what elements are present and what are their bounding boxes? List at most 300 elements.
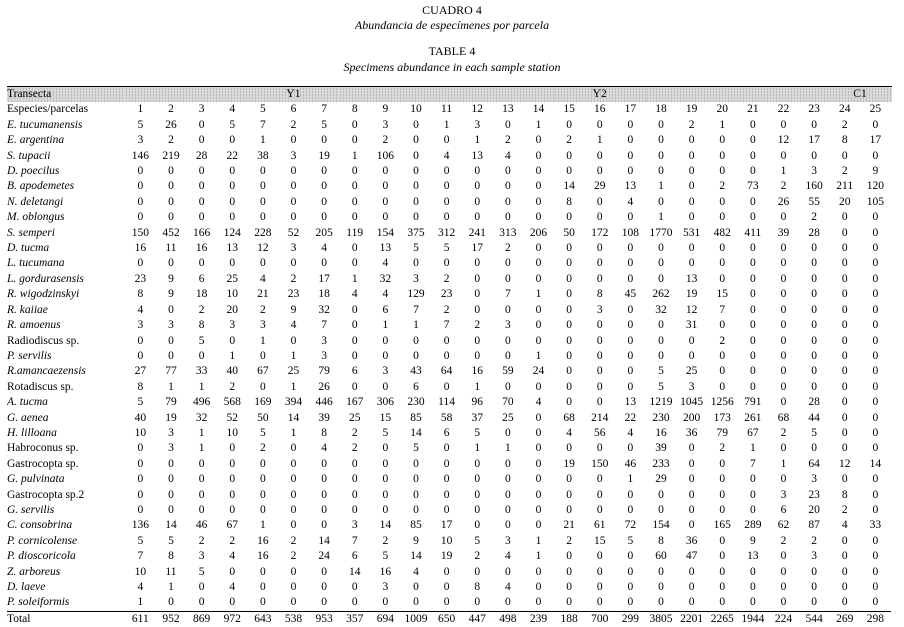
abundance-value: 4 [248, 272, 279, 287]
total-value: 611 [125, 611, 156, 627]
abundance-value: 230 [646, 411, 677, 426]
abundance-value: 0 [217, 334, 248, 349]
species-row [7, 272, 891, 287]
total-value: 700 [584, 611, 615, 627]
abundance-value: 5 [799, 426, 830, 441]
abundance-value: 0 [615, 441, 646, 456]
abundance-value: 55 [799, 195, 830, 210]
abundance-value: 0 [829, 334, 860, 349]
abundance-value: 0 [370, 503, 401, 518]
abundance-value: 2 [186, 534, 217, 549]
abundance-value: 0 [431, 380, 462, 395]
total-value: 1944 [738, 611, 769, 627]
abundance-value: 0 [125, 488, 156, 503]
abundance-value: 2 [493, 241, 524, 256]
abundance-value: 59 [493, 364, 524, 379]
abundance-value: 0 [523, 441, 554, 456]
abundance-value: 0 [156, 334, 187, 349]
abundance-value: 1 [707, 118, 738, 133]
parcela-number: 15 [554, 102, 585, 117]
abundance-value: 0 [707, 195, 738, 210]
abundance-value: 0 [676, 241, 707, 256]
abundance-value: 10 [431, 534, 462, 549]
transect-row [7, 87, 891, 103]
abundance-value: 2 [829, 503, 860, 518]
abundance-value: 0 [554, 549, 585, 564]
abundance-value: 0 [738, 380, 769, 395]
abundance-value: 14 [278, 411, 309, 426]
abundance-value: 9 [278, 303, 309, 318]
abundance-value: 4 [829, 518, 860, 533]
abundance-value: 6 [370, 303, 401, 318]
total-value: 498 [493, 611, 524, 627]
abundance-value: 0 [493, 457, 524, 472]
abundance-value: 0 [309, 472, 340, 487]
abundance-value: 5 [370, 426, 401, 441]
abundance-value: 0 [860, 472, 891, 487]
abundance-value: 0 [860, 256, 891, 271]
abundance-value: 1 [431, 118, 462, 133]
abundance-value: 0 [217, 503, 248, 518]
abundance-value: 0 [554, 210, 585, 225]
abundance-value: 7 [339, 534, 370, 549]
abundance-value: 0 [125, 457, 156, 472]
abundance-value: 0 [523, 426, 554, 441]
abundance-value: 108 [615, 226, 646, 241]
abundance-value: 4 [339, 287, 370, 302]
abundance-value: 0 [156, 503, 187, 518]
abundance-value: 19 [431, 549, 462, 564]
abundance-value: 3 [278, 149, 309, 164]
abundance-value: 1 [278, 380, 309, 395]
abundance-value: 2 [768, 534, 799, 549]
abundance-value: 0 [217, 210, 248, 225]
abundance-value: 0 [554, 149, 585, 164]
abundance-value: 0 [523, 272, 554, 287]
abundance-value: 0 [523, 457, 554, 472]
abundance-value: 9 [401, 534, 432, 549]
parcela-header-row [7, 102, 891, 117]
abundance-value: 0 [584, 164, 615, 179]
abundance-value: 0 [768, 595, 799, 611]
abundance-value: 0 [431, 472, 462, 487]
abundance-value: 20 [829, 195, 860, 210]
table-subtitle: Specimens abundance in each sample station [0, 60, 904, 74]
abundance-value: 165 [707, 518, 738, 533]
abundance-value: 17 [431, 518, 462, 533]
transect-group-y2: Y2 [554, 87, 646, 103]
abundance-value: 0 [646, 595, 677, 611]
abundance-value: 4 [554, 426, 585, 441]
abundance-value: 0 [646, 488, 677, 503]
abundance-value: 0 [615, 164, 646, 179]
abundance-value: 0 [768, 349, 799, 364]
species-row [7, 133, 891, 148]
abundance-value: 46 [186, 518, 217, 533]
abundance-value: 0 [768, 303, 799, 318]
abundance-value: 0 [584, 364, 615, 379]
abundance-value: 0 [248, 580, 279, 595]
abundance-value: 0 [738, 503, 769, 518]
abundance-value: 169 [248, 395, 279, 410]
abundance-value: 2 [829, 164, 860, 179]
parcela-number: 18 [646, 102, 677, 117]
abundance-value: 0 [309, 595, 340, 611]
abundance-value: 0 [493, 380, 524, 395]
abundance-value: 0 [493, 503, 524, 518]
species-name: L. tucumana [7, 256, 125, 271]
abundance-value: 2 [339, 426, 370, 441]
abundance-value: 13 [370, 241, 401, 256]
abundance-value: 0 [768, 580, 799, 595]
abundance-value: 0 [584, 149, 615, 164]
abundance-value: 14 [156, 518, 187, 533]
abundance-value: 1 [523, 118, 554, 133]
abundance-value: 0 [278, 457, 309, 472]
abundance-value: 8 [554, 195, 585, 210]
abundance-value: 2 [493, 133, 524, 148]
abundance-value: 28 [799, 226, 830, 241]
abundance-value: 14 [309, 534, 340, 549]
parcela-number: 4 [217, 102, 248, 117]
species-name: G. pulvinata [7, 472, 125, 487]
abundance-value: 0 [829, 349, 860, 364]
abundance-value: 0 [493, 164, 524, 179]
abundance-value: 0 [156, 349, 187, 364]
abundance-value: 0 [401, 349, 432, 364]
abundance-value: 0 [370, 334, 401, 349]
abundance-value: 26 [768, 195, 799, 210]
abundance-value: 0 [493, 334, 524, 349]
abundance-value: 8 [646, 534, 677, 549]
abundance-value: 0 [676, 503, 707, 518]
parcela-number: 11 [431, 102, 462, 117]
abundance-value: 0 [676, 210, 707, 225]
abundance-value: 0 [431, 195, 462, 210]
abundance-value: 1 [615, 472, 646, 487]
species-row [7, 210, 891, 225]
abundance-value: 2 [370, 534, 401, 549]
abundance-value: 11 [156, 565, 187, 580]
abundance-value: 0 [676, 195, 707, 210]
abundance-value: 0 [462, 256, 493, 271]
abundance-value: 1 [156, 380, 187, 395]
parcela-number: 10 [401, 102, 432, 117]
abundance-value: 0 [156, 457, 187, 472]
abundance-value: 27 [125, 364, 156, 379]
abundance-value: 0 [860, 488, 891, 503]
species-name: G. servilis [7, 503, 125, 518]
abundance-value: 0 [860, 226, 891, 241]
abundance-value: 0 [278, 565, 309, 580]
abundance-value: 2 [248, 303, 279, 318]
abundance-value: 46 [615, 457, 646, 472]
abundance-value: 0 [615, 318, 646, 333]
abundance-value: 0 [829, 580, 860, 595]
abundance-value: 0 [186, 472, 217, 487]
abundance-value: 0 [829, 549, 860, 564]
abundance-value: 3 [339, 518, 370, 533]
abundance-value: 0 [217, 488, 248, 503]
abundance-value: 0 [829, 287, 860, 302]
abundance-value: 0 [462, 349, 493, 364]
abundance-value: 3 [217, 318, 248, 333]
abundance-value: 0 [493, 256, 524, 271]
abundance-value: 2 [768, 179, 799, 194]
abundance-value: 0 [829, 149, 860, 164]
abundance-value: 0 [523, 195, 554, 210]
species-name: R. amoenus [7, 318, 125, 333]
total-value: 299 [615, 611, 646, 627]
abundance-value: 13 [676, 272, 707, 287]
abundance-value: 0 [615, 364, 646, 379]
abundance-value: 0 [554, 287, 585, 302]
abundance-value: 0 [799, 595, 830, 611]
abundance-value: 375 [401, 226, 432, 241]
species-row [7, 318, 891, 333]
abundance-value: 12 [829, 457, 860, 472]
abundance-value: 0 [584, 488, 615, 503]
abundance-value: 3 [278, 241, 309, 256]
abundance-value: 0 [829, 565, 860, 580]
abundance-value: 0 [768, 441, 799, 456]
abundance-value: 0 [370, 472, 401, 487]
abundance-value: 2 [431, 272, 462, 287]
abundance-value: 0 [707, 549, 738, 564]
abundance-value: 0 [523, 565, 554, 580]
abundance-value: 0 [248, 256, 279, 271]
abundance-value: 0 [646, 272, 677, 287]
abundance-value: 0 [584, 349, 615, 364]
abundance-value: 0 [584, 595, 615, 611]
abundance-value: 0 [615, 503, 646, 518]
parcela-number: 24 [829, 102, 860, 117]
abundance-value: 0 [431, 256, 462, 271]
abundance-value: 0 [799, 565, 830, 580]
abundance-value: 0 [493, 349, 524, 364]
abundance-value: 0 [186, 164, 217, 179]
abundance-value: 0 [431, 488, 462, 503]
abundance-value: 0 [860, 503, 891, 518]
species-name: E. tucumanensis [7, 118, 125, 133]
abundance-value: 0 [339, 303, 370, 318]
abundance-value: 0 [738, 210, 769, 225]
abundance-value: 0 [829, 441, 860, 456]
total-value: 953 [309, 611, 340, 627]
abundance-value: 4 [493, 549, 524, 564]
abundance-value: 791 [738, 395, 769, 410]
abundance-value: 24 [523, 364, 554, 379]
total-value: 2265 [707, 611, 738, 627]
abundance-value: 0 [462, 210, 493, 225]
abundance-value: 0 [523, 472, 554, 487]
abundance-value: 0 [768, 256, 799, 271]
abundance-value: 4 [615, 195, 646, 210]
abundance-value: 0 [431, 349, 462, 364]
abundance-value: 0 [799, 349, 830, 364]
abundance-value: 0 [646, 241, 677, 256]
abundance-value: 52 [278, 226, 309, 241]
abundance-value: 0 [339, 488, 370, 503]
abundance-value: 0 [309, 164, 340, 179]
abundance-value: 0 [707, 380, 738, 395]
abundance-value: 33 [186, 364, 217, 379]
abundance-value: 206 [523, 226, 554, 241]
abundance-value: 0 [615, 580, 646, 595]
abundance-value: 50 [554, 226, 585, 241]
abundance-value: 0 [186, 580, 217, 595]
abundance-value: 0 [829, 426, 860, 441]
abundance-value: 0 [401, 472, 432, 487]
abundance-value: 0 [523, 518, 554, 533]
abundance-value: 4 [125, 303, 156, 318]
abundance-value: 0 [738, 488, 769, 503]
species-name: Gastrocopta sp. [7, 457, 125, 472]
abundance-value: 0 [829, 595, 860, 611]
abundance-value: 8 [186, 318, 217, 333]
abundance-value: 0 [554, 472, 585, 487]
abundance-value: 1 [248, 133, 279, 148]
abundance-value: 32 [186, 411, 217, 426]
abundance-value: 0 [523, 318, 554, 333]
abundance-value: 0 [554, 272, 585, 287]
abundance-value: 0 [646, 318, 677, 333]
abundance-value: 0 [462, 303, 493, 318]
abundance-value: 25 [278, 364, 309, 379]
abundance-value: 0 [186, 195, 217, 210]
abundance-value: 0 [676, 179, 707, 194]
abundance-value: 8 [125, 287, 156, 302]
abundance-value: 33 [860, 518, 891, 533]
abundance-value: 0 [309, 580, 340, 595]
abundance-value: 5 [186, 334, 217, 349]
abundance-value: 0 [125, 256, 156, 271]
abundance-value: 0 [125, 164, 156, 179]
abundance-value: 0 [584, 395, 615, 410]
abundance-value: 0 [615, 349, 646, 364]
abundance-value: 23 [431, 287, 462, 302]
abundance-value: 0 [554, 318, 585, 333]
abundance-value: 0 [860, 272, 891, 287]
abundance-value: 0 [370, 164, 401, 179]
abundance-value: 0 [860, 334, 891, 349]
species-name: S. tupacii [7, 149, 125, 164]
abundance-value: 4 [431, 149, 462, 164]
abundance-value: 2 [370, 133, 401, 148]
abundance-value: 0 [860, 118, 891, 133]
abundance-value: 0 [646, 133, 677, 148]
species-row [7, 179, 891, 194]
abundance-value: 0 [125, 210, 156, 225]
abundance-value: 36 [676, 426, 707, 441]
abundance-value: 0 [768, 364, 799, 379]
abundance-value: 233 [646, 457, 677, 472]
abundance-value: 0 [646, 195, 677, 210]
abundance-value: 0 [462, 195, 493, 210]
abundance-value: 32 [309, 303, 340, 318]
species-name: P. soleiformis [7, 595, 125, 611]
abundance-value: 0 [278, 210, 309, 225]
species-row [7, 580, 891, 595]
abundance-value: 70 [493, 395, 524, 410]
abundance-value: 4 [493, 580, 524, 595]
abundance-value: 6 [768, 503, 799, 518]
abundance-value: 0 [707, 488, 738, 503]
abundance-value: 7 [738, 457, 769, 472]
abundance-value: 0 [738, 164, 769, 179]
species-name: G. aenea [7, 411, 125, 426]
species-name: N. deletangi [7, 195, 125, 210]
abundance-value: 3 [186, 549, 217, 564]
abundance-value: 2 [676, 118, 707, 133]
abundance-value: 0 [799, 256, 830, 271]
abundance-value: 0 [125, 441, 156, 456]
abundance-value: 4 [401, 565, 432, 580]
abundance-value: 167 [339, 395, 370, 410]
total-value: 643 [248, 611, 279, 627]
abundance-value: 3 [799, 549, 830, 564]
abundance-value: 36 [676, 534, 707, 549]
cuadro-caption: CUADRO 4 [0, 3, 904, 17]
abundance-value: 13 [615, 179, 646, 194]
abundance-value: 0 [370, 595, 401, 611]
abundance-value: 7 [401, 303, 432, 318]
abundance-value: 0 [278, 334, 309, 349]
species-row [7, 256, 891, 271]
species-row [7, 565, 891, 580]
species-row [7, 164, 891, 179]
abundance-value: 0 [584, 195, 615, 210]
abundance-value: 219 [156, 149, 187, 164]
abundance-value: 0 [431, 565, 462, 580]
abundance-value: 0 [860, 595, 891, 611]
abundance-value: 0 [309, 457, 340, 472]
abundance-value: 0 [829, 364, 860, 379]
abundance-value: 0 [584, 272, 615, 287]
abundance-value: 0 [462, 565, 493, 580]
abundance-value: 0 [829, 241, 860, 256]
abundance-value: 106 [370, 149, 401, 164]
abundance-value: 0 [646, 580, 677, 595]
species-row [7, 549, 891, 564]
abundance-value: 38 [248, 149, 279, 164]
abundance-value: 0 [248, 164, 279, 179]
abundance-value: 0 [523, 488, 554, 503]
species-name: P. cornicolense [7, 534, 125, 549]
abundance-value: 0 [615, 334, 646, 349]
abundance-value: 0 [860, 210, 891, 225]
abundance-value: 0 [799, 364, 830, 379]
abundance-value: 0 [278, 164, 309, 179]
abundance-value: 0 [584, 380, 615, 395]
abundance-value: 0 [370, 457, 401, 472]
abundance-value: 200 [676, 411, 707, 426]
parcela-number: 14 [523, 102, 554, 117]
species-name: R. kaiiae [7, 303, 125, 318]
abundance-value: 39 [309, 411, 340, 426]
abundance-value: 0 [523, 133, 554, 148]
abundance-value: 0 [462, 595, 493, 611]
abundance-value: 32 [370, 272, 401, 287]
abundance-value: 0 [615, 565, 646, 580]
abundance-value: 7 [431, 318, 462, 333]
abundance-value: 0 [768, 565, 799, 580]
abundance-value: 4 [493, 149, 524, 164]
abundance-value: 0 [278, 472, 309, 487]
abundance-value: 0 [676, 349, 707, 364]
abundance-value: 0 [554, 380, 585, 395]
abundance-value: 0 [584, 210, 615, 225]
